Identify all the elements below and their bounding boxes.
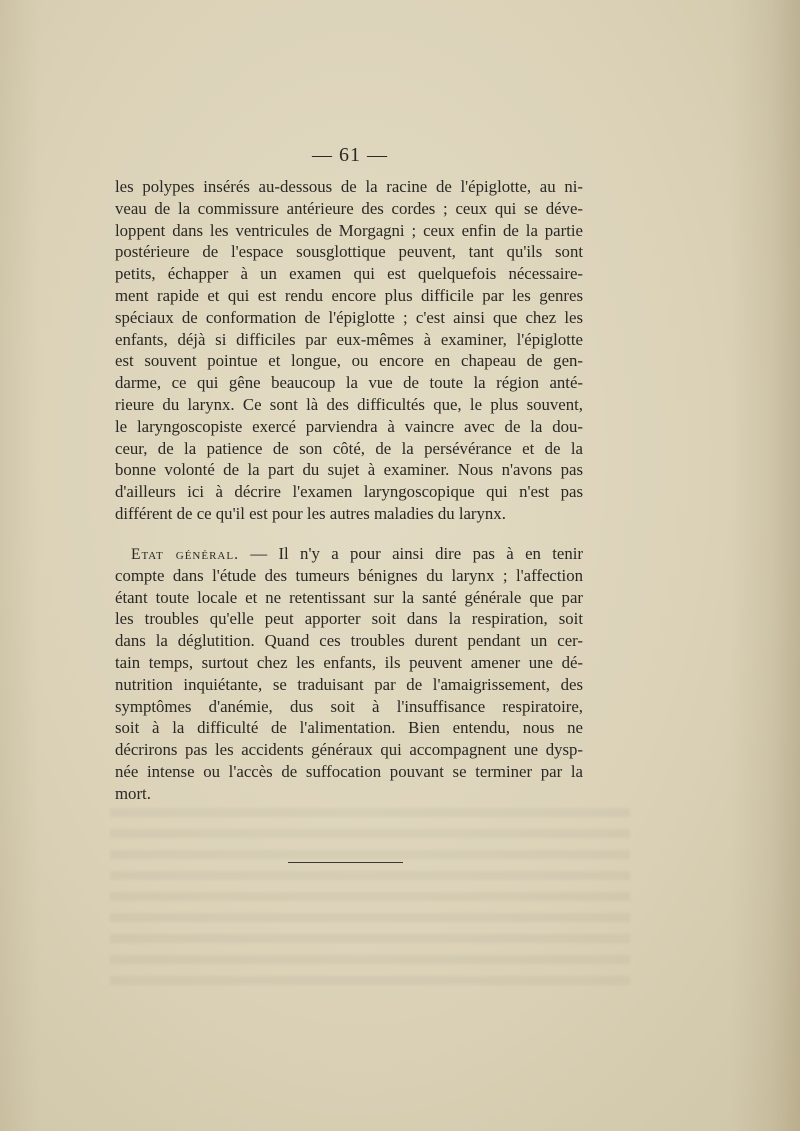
section-heading: Etat général.	[131, 546, 239, 563]
text-line: veau de la commissure antérieure des cordes ; ceux qui se déve-	[115, 198, 583, 218]
show-through-text	[110, 808, 630, 988]
text-line: est souvent pointue et longue, ou encore en chapeau de gen-	[115, 351, 583, 371]
paragraph-first-line	[115, 543, 583, 565]
section-end-rule	[288, 862, 403, 863]
text-line: petits, échapper à un examen qui est quelquefois nécessaire-	[115, 264, 583, 284]
text-line: étant toute locale et ne retentissant sur la santé générale que par	[115, 587, 583, 607]
page-shadow-left	[0, 0, 40, 1131]
text-line: les troubles qu'elle peut apporter soit dans la respiration, soit	[115, 609, 583, 629]
text-line: darme, ce qui gêne beaucoup la vue de toute la région anté-	[115, 373, 583, 393]
text-line: différent de ce qu'il est pour les autres maladies du larynx.	[115, 503, 506, 523]
text-line: symptômes d'anémie, dus soit à l'insuffisance respiratoire,	[115, 696, 583, 716]
text-line: ment rapide et qui est rendu encore plus difficile par les genres	[115, 285, 583, 305]
text-line: mort.	[115, 783, 151, 803]
paragraph-1	[115, 176, 583, 525]
text-run: — Il n'y a pour ainsi dire pas à en tenir	[238, 544, 583, 563]
text-line: postérieure de l'espace sousglottique peuvent, tant qu'ils sont	[115, 242, 583, 262]
text-line: nutrition inquiétante, se traduisant par de l'amaigrissement, des	[115, 674, 583, 694]
text-line: dans la déglutition. Quand ces troubles durent pendant un cer-	[115, 631, 583, 651]
text-line: ceur, de la patience de son côté, de la persévérance et de la	[115, 438, 583, 458]
text-line: enfants, déjà si difficiles par eux-mêmes à examiner, l'épiglotte	[115, 329, 583, 349]
page-shadow-right	[730, 0, 800, 1131]
text-line: compte dans l'étude des tumeurs bénignes du larynx ; l'affection	[115, 565, 583, 585]
text-line: d'ailleurs ici à décrire l'examen laryngoscopique qui n'est pas	[115, 482, 583, 502]
text-line: tain temps, surtout chez les enfants, ils peuvent amener une dé-	[115, 652, 583, 672]
text-line: née intense ou l'accès de suffocation pouvant se terminer par la	[115, 761, 583, 781]
text-line: le laryngoscopiste exercé parviendra à vaincre avec de la dou-	[115, 416, 583, 436]
text-line: décrirons pas les accidents généraux qui accompagnent une dysp-	[115, 740, 583, 760]
text-line: bonne volonté de la part du sujet à examiner. Nous n'avons pas	[115, 460, 583, 480]
page-number: — 61 —	[312, 144, 388, 166]
text-line: spéciaux de conformation de l'épiglotte ; c'est ainsi que chez les	[115, 307, 583, 327]
paragraph-2	[115, 543, 583, 805]
text-line: soit à la difficulté de l'alimentation. Bien entendu, nous ne	[115, 718, 583, 738]
text-line: loppent dans les ventricules de Morgagni ; ceux enfin de la partie	[115, 220, 583, 240]
text-line: rieure du larynx. Ce sont là des difficultés que, le plus souvent,	[115, 394, 583, 414]
text-line: les polypes insérés au-dessous de la racine de l'épiglotte, au ni-	[115, 177, 583, 196]
